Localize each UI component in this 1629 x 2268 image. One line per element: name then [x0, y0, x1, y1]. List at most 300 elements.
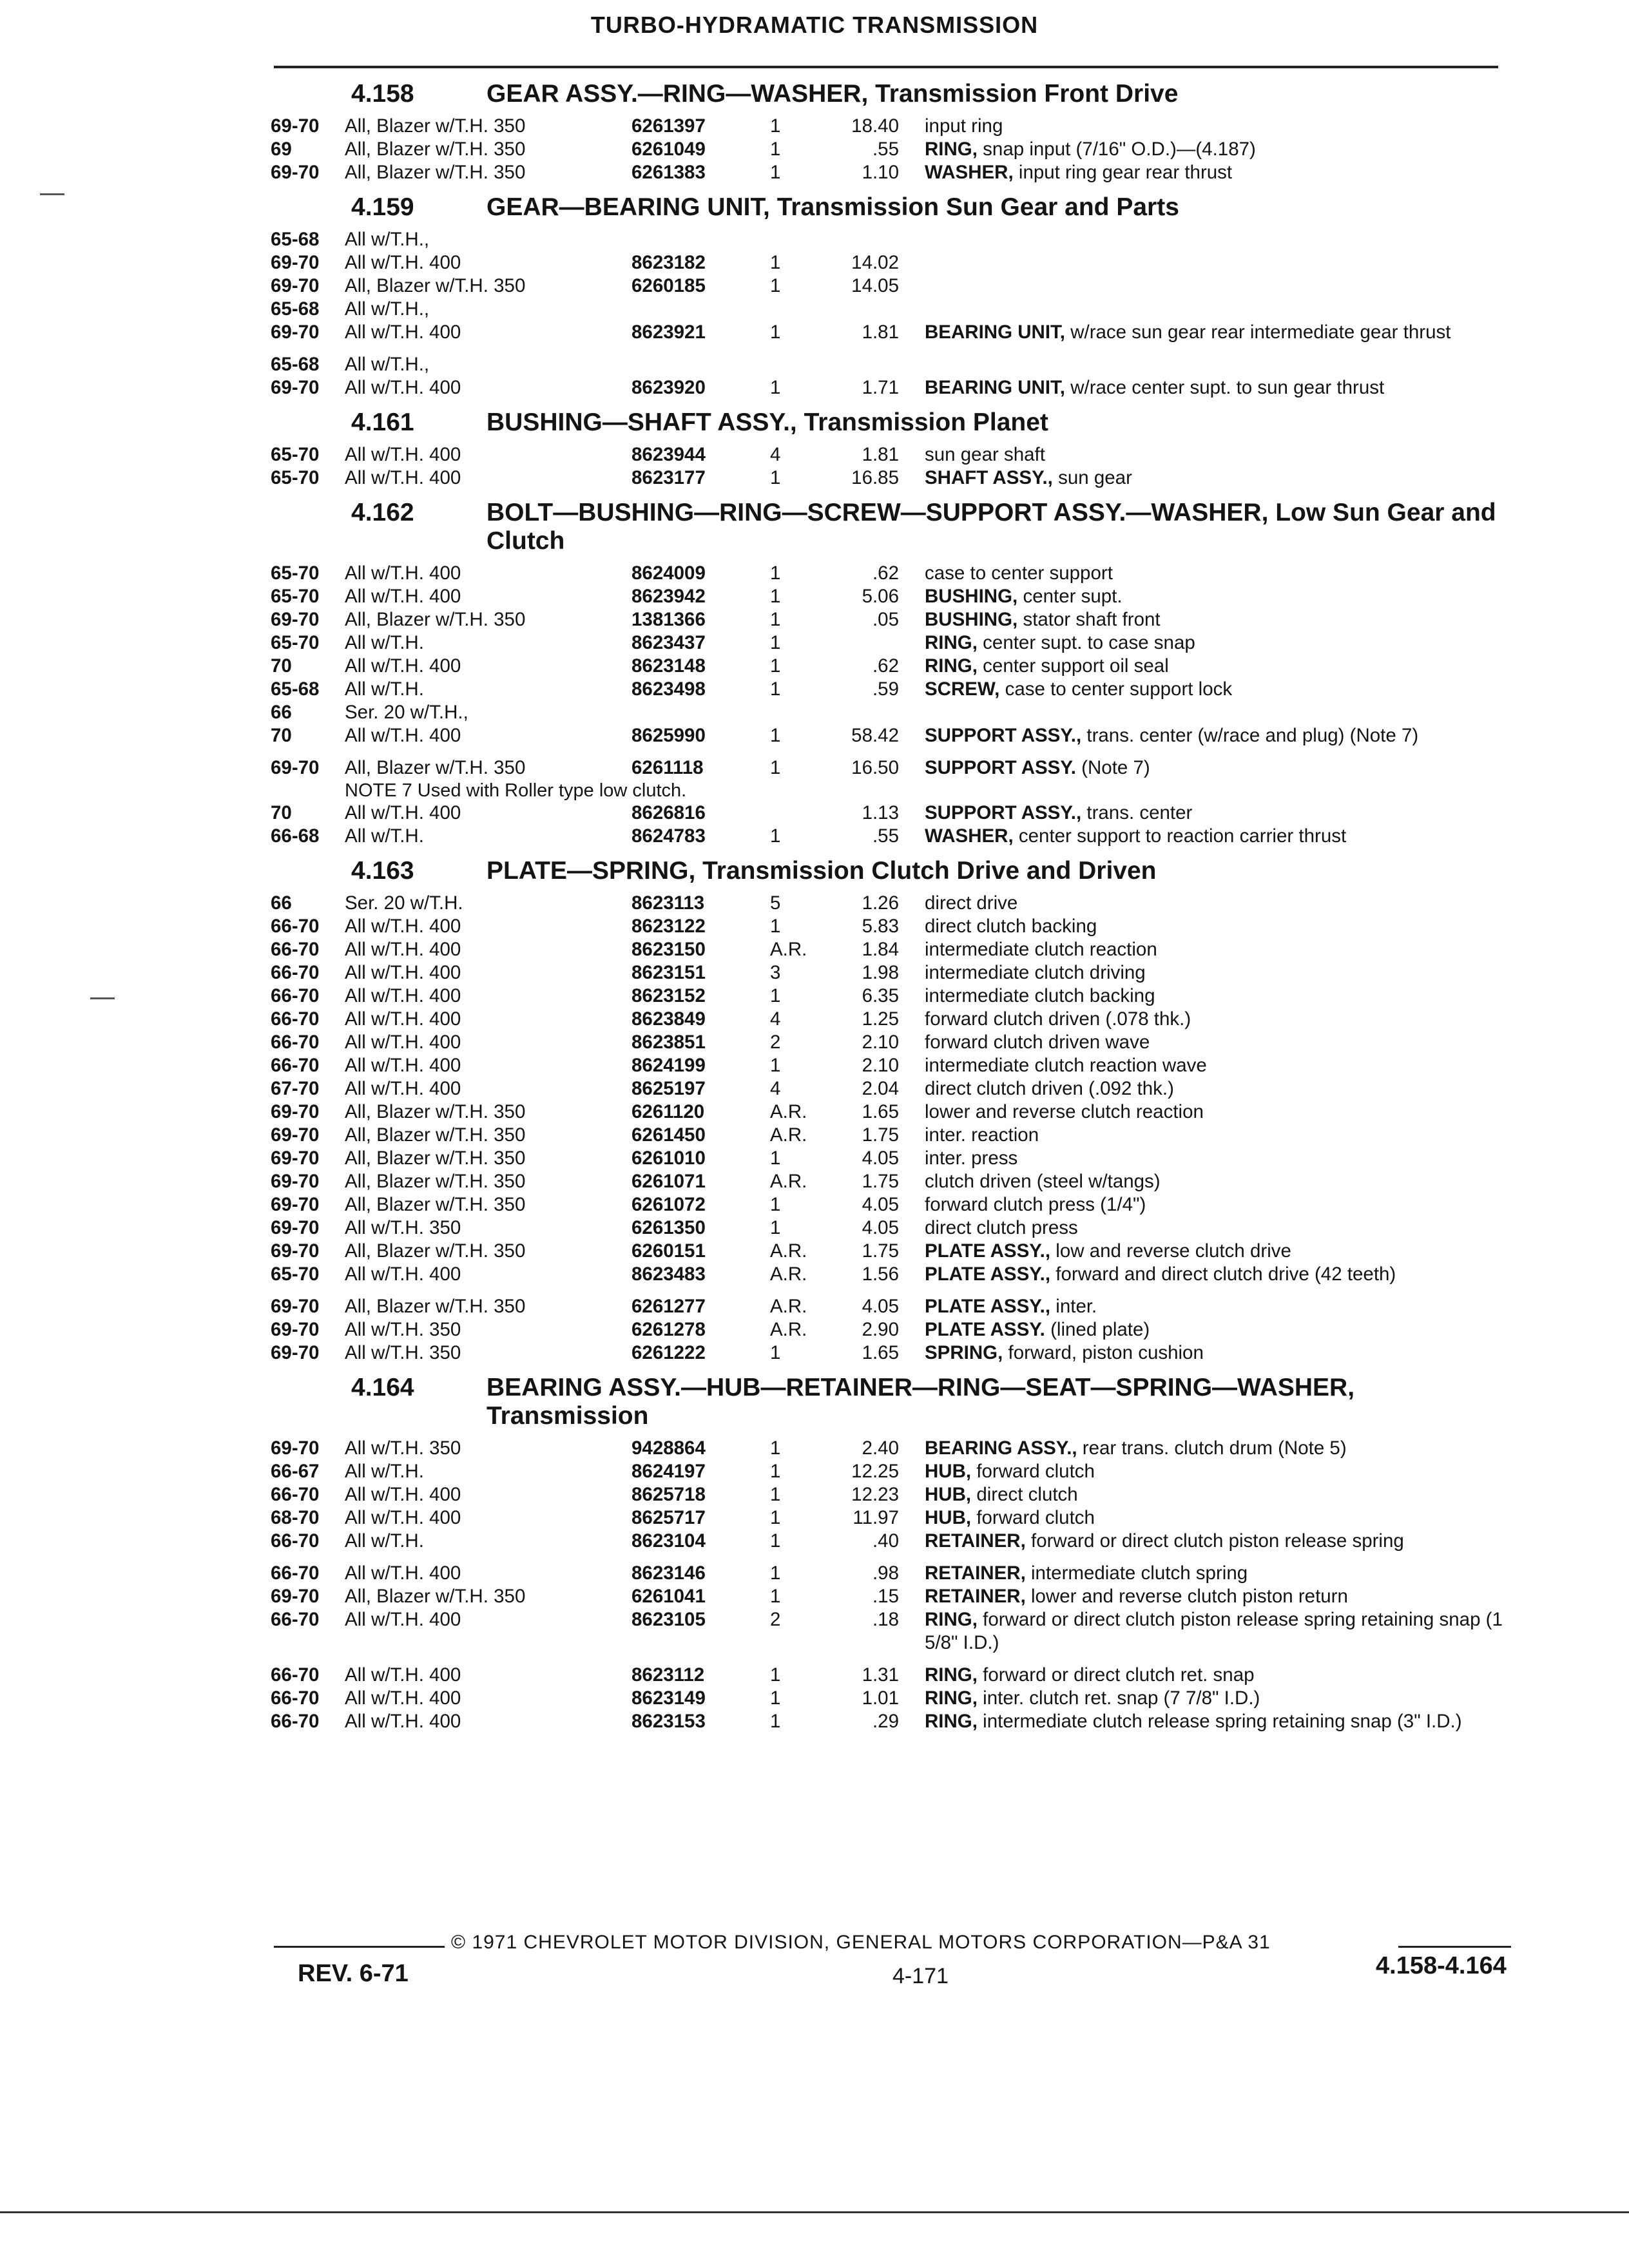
- part-description: [925, 1710, 1521, 1733]
- parts-row: [271, 631, 1521, 655]
- application: All w/T.H.: [345, 1461, 424, 1482]
- price: 1.98: [862, 962, 899, 983]
- application: All w/T.H. 400: [345, 322, 461, 343]
- price: 2.10: [862, 1055, 899, 1076]
- application: All w/T.H. 400: [345, 985, 461, 1006]
- quantity: 4: [770, 444, 781, 465]
- part-description: [925, 985, 1521, 1008]
- part-number: 8623498: [631, 678, 706, 700]
- part-number: 6260151: [631, 1240, 706, 1262]
- part-name: RING,: [925, 655, 978, 677]
- application: All w/T.H.: [345, 678, 424, 700]
- part-number: 6261397: [631, 115, 706, 137]
- quantity: 1: [770, 1711, 781, 1732]
- catalog-section: [271, 1374, 1521, 1742]
- model-years: 69-70: [271, 252, 320, 273]
- price: 12.25: [851, 1461, 899, 1482]
- application: All w/T.H. 350: [345, 1437, 461, 1459]
- part-number: 8623112: [631, 1664, 705, 1686]
- parts-row: [271, 1054, 1521, 1077]
- part-detail: lower and reverse clutch reaction: [925, 1101, 1204, 1122]
- model-years: 66-70: [271, 1484, 320, 1505]
- part-number: 6261120: [631, 1101, 705, 1122]
- part-name: SHAFT ASSY.,: [925, 467, 1053, 488]
- catalog-section: [271, 408, 1521, 490]
- part-description: [925, 915, 1521, 938]
- part-name: PLATE ASSY.,: [925, 1240, 1051, 1262]
- parts-row: [271, 724, 1521, 747]
- price: 4.05: [862, 1217, 899, 1238]
- part-number: 6261383: [631, 162, 706, 183]
- part-name: RING,: [925, 1664, 978, 1686]
- model-years: 67-70: [271, 1078, 320, 1099]
- section-title: BEARING ASSY.—HUB—RETAINER—RING—SEAT—SPRING—WASHER, Transmission: [487, 1374, 1355, 1430]
- part-description: [925, 1530, 1521, 1553]
- application: All w/T.H.: [345, 1530, 424, 1552]
- application: All w/T.H. 400: [345, 467, 461, 488]
- part-name: PLATE ASSY.: [925, 1319, 1045, 1340]
- model-years: 69-70: [271, 322, 320, 343]
- price: 18.40: [851, 115, 899, 137]
- part-detail: forward clutch: [976, 1507, 1095, 1528]
- parts-row: [271, 825, 1521, 848]
- price: 14.05: [851, 275, 899, 296]
- section-title: BUSHING—SHAFT ASSY., Transmission Planet: [487, 408, 1048, 436]
- part-detail: direct clutch driven (.092 thk.): [925, 1078, 1174, 1099]
- model-years: 69-70: [271, 1586, 320, 1607]
- quantity: 1: [770, 725, 781, 746]
- application: All w/T.H.,: [345, 354, 430, 375]
- part-description: [925, 892, 1521, 915]
- application: All w/T.H. 400: [345, 916, 461, 937]
- parts-row: [271, 961, 1521, 985]
- part-number: 8623437: [631, 632, 706, 653]
- row-spacer: [271, 1733, 1521, 1742]
- quantity: 1: [770, 1148, 781, 1169]
- part-detail: center support to reaction carrier thrust: [1018, 825, 1347, 847]
- section-number: 4.161: [351, 408, 414, 436]
- part-number: 8623150: [631, 939, 706, 960]
- quantity: 3: [770, 962, 781, 983]
- part-detail: intermediate clutch release spring retaining snap (3" I.D.): [983, 1711, 1462, 1732]
- quantity: 1: [770, 916, 781, 937]
- application: All, Blazer w/T.H. 350: [345, 1296, 526, 1317]
- quantity: 1: [770, 586, 781, 607]
- margin-mark: [90, 997, 115, 999]
- price: 1.75: [862, 1171, 899, 1192]
- part-detail: direct clutch: [976, 1484, 1078, 1505]
- model-years: 69-70: [271, 377, 320, 398]
- model-years: 70: [271, 655, 292, 677]
- part-description: [925, 466, 1521, 490]
- model-years: 69: [271, 139, 292, 160]
- application: All, Blazer w/T.H. 350: [345, 1586, 526, 1607]
- row-spacer: [271, 1553, 1521, 1562]
- part-description: [925, 1077, 1521, 1100]
- part-detail: input ring: [925, 115, 1003, 137]
- part-detail: forward, piston cushion: [1008, 1342, 1204, 1363]
- copyright-text: © 1971 CHEVROLET MOTOR DIVISION, GENERAL MOTORS CORPORATION—P&A 31: [451, 1932, 1271, 1953]
- parts-row: [271, 376, 1521, 399]
- part-detail: center supt.: [1023, 586, 1123, 607]
- part-name: BEARING UNIT,: [925, 322, 1065, 343]
- part-number: 8624783: [631, 825, 706, 847]
- part-name: BEARING ASSY.,: [925, 1437, 1077, 1459]
- catalog-section: [271, 857, 1521, 1365]
- part-detail: intermediate clutch reaction: [925, 939, 1157, 960]
- part-detail: trans. center: [1086, 802, 1193, 823]
- part-description: [925, 631, 1521, 655]
- part-description: [925, 1216, 1521, 1240]
- model-years: 65-70: [271, 467, 320, 488]
- quantity: 1: [770, 322, 781, 343]
- catalog-section: [271, 499, 1521, 848]
- parts-row: [271, 756, 1521, 780]
- part-description: [925, 1240, 1521, 1263]
- application: All, Blazer w/T.H. 350: [345, 1148, 526, 1169]
- part-description: [925, 321, 1521, 344]
- application: All w/T.H. 350: [345, 1342, 461, 1363]
- price: 14.02: [851, 252, 899, 273]
- application: All, Blazer w/T.H. 350: [345, 1171, 526, 1192]
- price: 58.42: [851, 725, 899, 746]
- part-detail: stator shaft front: [1023, 609, 1161, 630]
- model-years: 66-70: [271, 962, 320, 983]
- application: Ser. 20 w/T.H.: [345, 892, 463, 914]
- price: 1.84: [862, 939, 899, 960]
- quantity: 1: [770, 1562, 781, 1584]
- section-title: PLATE—SPRING, Transmission Clutch Drive and Driven: [487, 857, 1157, 885]
- part-description: [925, 1295, 1521, 1318]
- part-description: [925, 1687, 1521, 1710]
- catalog-section: [271, 193, 1521, 399]
- application: All w/T.H. 400: [345, 1008, 461, 1030]
- row-spacer: [271, 1655, 1521, 1664]
- application: All w/T.H. 400: [345, 725, 461, 746]
- part-detail: sun gear shaft: [925, 444, 1045, 465]
- model-years: 66-68: [271, 825, 320, 847]
- part-description: [925, 1506, 1521, 1530]
- part-name: HUB,: [925, 1507, 972, 1528]
- application: All w/T.H. 400: [345, 586, 461, 607]
- part-detail: low and reverse clutch drive: [1055, 1240, 1291, 1262]
- price: 2.10: [862, 1032, 899, 1053]
- part-number: 8623153: [631, 1711, 706, 1732]
- parts-row: [271, 892, 1521, 915]
- model-years: 66-67: [271, 1461, 320, 1482]
- part-detail: inter. reaction: [925, 1124, 1039, 1146]
- quantity: 1: [770, 1437, 781, 1459]
- quantity: 1: [770, 377, 781, 398]
- quantity: 1: [770, 1687, 781, 1709]
- part-number: 8623483: [631, 1264, 706, 1285]
- price: 16.50: [851, 757, 899, 778]
- part-detail: lower and reverse clutch piston return: [1031, 1586, 1348, 1607]
- section-number: 4.158: [351, 80, 414, 108]
- parts-row: [271, 1710, 1521, 1733]
- model-years: 69-70: [271, 1319, 320, 1340]
- part-name: BUSHING,: [925, 586, 1018, 607]
- part-description: [925, 1124, 1521, 1147]
- price: 5.83: [862, 916, 899, 937]
- parts-row: [271, 1170, 1521, 1193]
- parts-row: [271, 115, 1521, 138]
- part-number: 6261450: [631, 1124, 706, 1146]
- model-years: 65-70: [271, 562, 320, 584]
- quantity: 2: [770, 1609, 781, 1630]
- quantity: 1: [770, 1194, 781, 1215]
- part-detail: direct clutch press: [925, 1217, 1078, 1238]
- part-detail: forward or direct clutch ret. snap: [983, 1664, 1255, 1686]
- parts-row: [271, 678, 1521, 701]
- quantity: 1: [770, 562, 781, 584]
- section-number: 4.163: [351, 857, 414, 885]
- parts-row: [271, 1437, 1521, 1460]
- quantity: A.R.: [770, 1124, 807, 1146]
- model-years: 65-70: [271, 1264, 320, 1285]
- part-number: 8623104: [631, 1530, 706, 1552]
- application: All w/T.H. 400: [345, 1562, 461, 1584]
- part-description: [925, 585, 1521, 608]
- part-number: 8624197: [631, 1461, 706, 1482]
- row-spacer: [271, 747, 1521, 756]
- part-description: [925, 1008, 1521, 1031]
- part-number: 6261041: [631, 1586, 706, 1607]
- model-years: 66-70: [271, 1562, 320, 1584]
- part-name: RETAINER,: [925, 1586, 1026, 1607]
- price: 1.25: [862, 1008, 899, 1030]
- page-header-title: TURBO-HYDRAMATIC TRANSMISSION: [590, 12, 1039, 38]
- parts-row: [271, 585, 1521, 608]
- section-number: 4.164: [351, 1374, 414, 1401]
- part-description: [925, 1608, 1521, 1655]
- part-detail: forward clutch driven wave: [925, 1032, 1150, 1053]
- model-years: 70: [271, 725, 292, 746]
- application: All w/T.H. 350: [345, 1217, 461, 1238]
- price: 1.75: [862, 1124, 899, 1146]
- model-years: 68-70: [271, 1507, 320, 1528]
- application: Ser. 20 w/T.H.,: [345, 702, 468, 723]
- part-number: 8626816: [631, 802, 706, 823]
- part-number: 8623152: [631, 985, 706, 1006]
- application: All, Blazer w/T.H. 350: [345, 1240, 526, 1262]
- quantity: 1: [770, 275, 781, 296]
- part-detail: (lined plate): [1050, 1319, 1150, 1340]
- parts-row: [271, 1147, 1521, 1170]
- part-name: RING,: [925, 1687, 978, 1709]
- part-detail: forward and direct clutch drive (42 teeth): [1055, 1264, 1396, 1285]
- quantity: A.R.: [770, 1171, 807, 1192]
- part-number: 9428864: [631, 1437, 706, 1459]
- part-description: [925, 825, 1521, 848]
- part-name: PLATE ASSY.,: [925, 1264, 1051, 1285]
- parts-row: [271, 802, 1521, 825]
- part-description: [925, 1170, 1521, 1193]
- model-years: 66-70: [271, 1664, 320, 1686]
- model-years: 66-70: [271, 1609, 320, 1630]
- section-heading: [271, 80, 1521, 108]
- part-number: 6261118: [631, 757, 704, 778]
- price: 4.05: [862, 1194, 899, 1215]
- parts-row: [271, 1124, 1521, 1147]
- section-heading: [271, 408, 1521, 437]
- part-description: [925, 608, 1521, 631]
- quantity: 4: [770, 1078, 781, 1099]
- model-years: 66-70: [271, 1032, 320, 1053]
- part-description: [925, 161, 1521, 184]
- price: 1.31: [862, 1664, 899, 1686]
- parts-row: [271, 1240, 1521, 1263]
- part-description: [925, 678, 1521, 701]
- part-number: 8623149: [631, 1687, 706, 1709]
- parts-row: [271, 1483, 1521, 1506]
- section-heading: [271, 499, 1521, 555]
- quantity: 1: [770, 1664, 781, 1686]
- part-description: [925, 138, 1521, 161]
- part-description: [925, 1460, 1521, 1483]
- price: 5.06: [862, 586, 899, 607]
- part-name: BUSHING,: [925, 609, 1018, 630]
- part-detail: trans. center (w/race and plug) (Note 7): [1086, 725, 1419, 746]
- model-years: 69-70: [271, 275, 320, 296]
- price: 1.10: [862, 162, 899, 183]
- price: 1.65: [862, 1101, 899, 1122]
- part-number: 6261071: [631, 1171, 706, 1192]
- part-description: [925, 938, 1521, 961]
- application: All w/T.H. 400: [345, 562, 461, 584]
- part-detail: case to center support lock: [1005, 678, 1233, 700]
- application: All w/T.H. 400: [345, 1484, 461, 1505]
- model-years: 66-70: [271, 916, 320, 937]
- application: All w/T.H. 400: [345, 962, 461, 983]
- model-years: 70: [271, 802, 292, 823]
- model-years: 66: [271, 702, 292, 723]
- price: 1.13: [862, 802, 899, 823]
- part-detail: clutch driven (steel w/tangs): [925, 1171, 1161, 1192]
- part-number: 6261010: [631, 1148, 706, 1169]
- parts-row: [271, 298, 1521, 321]
- price: 1.26: [862, 892, 899, 914]
- price: 4.05: [862, 1148, 899, 1169]
- model-years: 69-70: [271, 1342, 320, 1363]
- application: All w/T.H.,: [345, 298, 430, 320]
- part-name: RING,: [925, 1609, 978, 1630]
- quantity: 1: [770, 1507, 781, 1528]
- parts-row: [271, 562, 1521, 585]
- model-years: 66-70: [271, 985, 320, 1006]
- price: .98: [872, 1562, 899, 1584]
- part-detail: case to center support: [925, 562, 1113, 584]
- part-detail: inter.: [1055, 1296, 1097, 1317]
- section-title: GEAR—BEARING UNIT, Transmission Sun Gear and Parts: [487, 193, 1179, 221]
- header-rule: [274, 66, 1498, 68]
- quantity: A.R.: [770, 939, 807, 960]
- quantity: 2: [770, 1032, 781, 1053]
- section-title: BOLT—BUSHING—RING—SCREW—SUPPORT ASSY.—WASHER, Low Sun Gear and Clutch: [487, 499, 1496, 555]
- part-number: 8625990: [631, 725, 706, 746]
- application: All, Blazer w/T.H. 350: [345, 162, 526, 183]
- part-description: [925, 1054, 1521, 1077]
- part-number: 8623151: [631, 962, 706, 983]
- part-description: [925, 1483, 1521, 1506]
- catalog-section: [271, 80, 1521, 184]
- quantity: 1: [770, 115, 781, 137]
- quantity: A.R.: [770, 1264, 807, 1285]
- page-number: 4-171: [892, 1964, 949, 1988]
- model-years: 65-68: [271, 354, 320, 375]
- parts-row: [271, 138, 1521, 161]
- part-description: [925, 1562, 1521, 1585]
- part-number: 6261049: [631, 139, 706, 160]
- part-number: 6261222: [631, 1342, 706, 1363]
- parts-row: [271, 1008, 1521, 1031]
- part-detail: forward clutch: [976, 1461, 1095, 1482]
- parts-row: [271, 985, 1521, 1008]
- price: 1.81: [862, 322, 899, 343]
- model-years: 69-70: [271, 1296, 320, 1317]
- section-number: 4.159: [351, 193, 414, 221]
- part-description: [925, 724, 1521, 747]
- part-description: [925, 756, 1521, 780]
- part-description: [925, 1263, 1521, 1286]
- part-number: 8624199: [631, 1055, 706, 1076]
- model-years: 69-70: [271, 1171, 320, 1192]
- model-years: 69-70: [271, 1437, 320, 1459]
- price: 1.01: [862, 1687, 899, 1709]
- row-spacer: [271, 1286, 1521, 1295]
- part-description: [925, 961, 1521, 985]
- part-number: 8625197: [631, 1078, 706, 1099]
- quantity: 4: [770, 1008, 781, 1030]
- model-years: 69-70: [271, 1124, 320, 1146]
- price: 16.85: [851, 467, 899, 488]
- parts-row: [271, 1608, 1521, 1655]
- part-name: RING,: [925, 632, 978, 653]
- section-number: 4.162: [351, 499, 414, 526]
- application: All w/T.H.: [345, 825, 424, 847]
- part-number: 6261072: [631, 1194, 706, 1215]
- application: All, Blazer w/T.H. 350: [345, 275, 526, 296]
- part-name: PLATE ASSY.,: [925, 1296, 1051, 1317]
- application: All w/T.H. 350: [345, 1319, 461, 1340]
- part-number: 6261278: [631, 1319, 706, 1340]
- revision-label: REV. 6-71: [298, 1960, 409, 1987]
- price: .29: [872, 1711, 899, 1732]
- part-detail: forward or direct clutch piston release spring retaining snap (1 5/8" I.D.): [925, 1609, 1503, 1653]
- part-detail: w/race sun gear rear intermediate gear thrust: [1070, 322, 1451, 343]
- quantity: 1: [770, 1484, 781, 1505]
- parts-row: [271, 701, 1521, 724]
- part-name: BEARING UNIT,: [925, 377, 1065, 398]
- part-description: [925, 1664, 1521, 1687]
- quantity: 1: [770, 1217, 781, 1238]
- part-name: RING,: [925, 139, 978, 160]
- application: All w/T.H. 400: [345, 444, 461, 465]
- application: All w/T.H. 400: [345, 1032, 461, 1053]
- application: All, Blazer w/T.H. 350: [345, 1194, 526, 1215]
- application: All, Blazer w/T.H. 350: [345, 139, 526, 160]
- part-description: [925, 1585, 1521, 1608]
- price: .55: [872, 139, 899, 160]
- application: All w/T.H.: [345, 632, 424, 653]
- part-detail: intermediate clutch backing: [925, 985, 1155, 1006]
- part-name: RETAINER,: [925, 1562, 1026, 1584]
- quantity: 1: [770, 609, 781, 630]
- quantity: 1: [770, 467, 781, 488]
- parts-row: [271, 1100, 1521, 1124]
- quantity: 1: [770, 162, 781, 183]
- application: All, Blazer w/T.H. 350: [345, 1124, 526, 1146]
